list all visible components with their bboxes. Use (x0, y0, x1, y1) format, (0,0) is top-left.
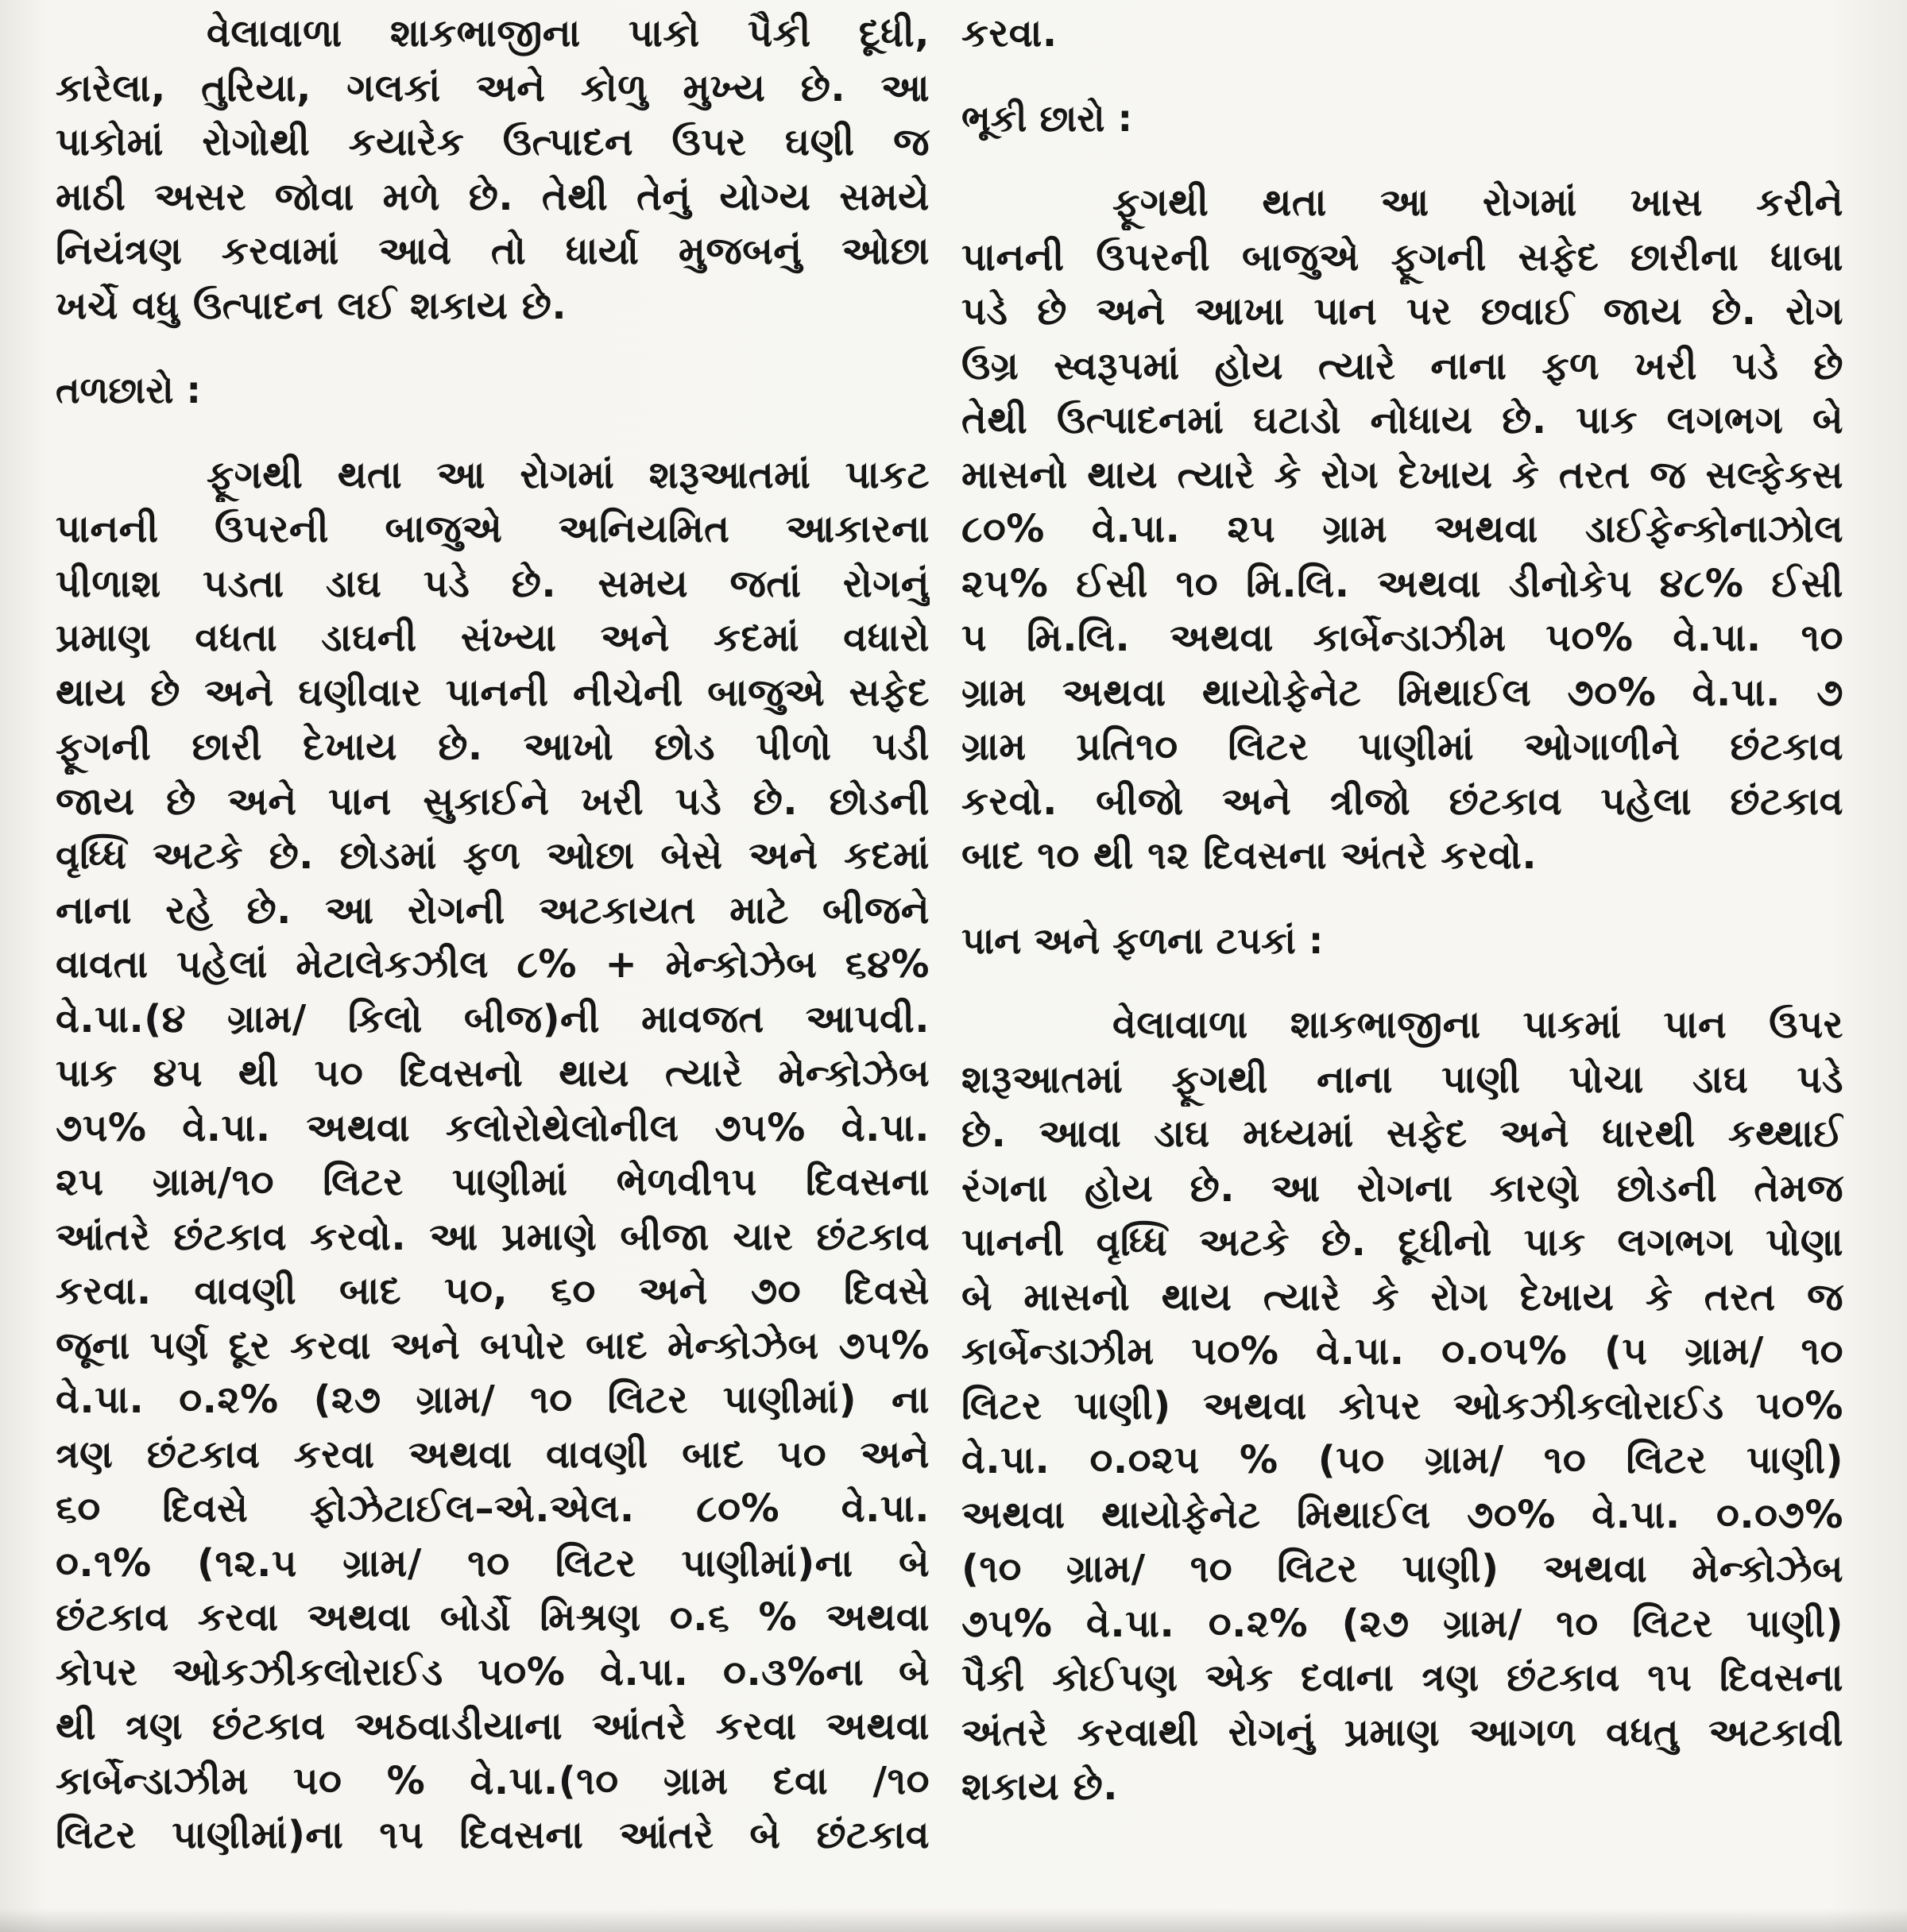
body-line: વે.પા.(૪ ગ્રામ/ કિલો બીજ)ની માવજત આપવી. (56, 996, 930, 1041)
body-line: ૫ મિ.લિ. અથવા કાર્બેન્ડાઝીમ ૫૦% વે.પા. ૧૦ (961, 616, 1843, 660)
body-line: ૭૫% વે.પા. અથવા કલોરોથેલોનીલ ૭૫% વે.પા. (56, 1105, 930, 1150)
body-line: કરવા. વાવણી બાદ ૫૦, ૬૦ અને ૭૦ દિવસે (56, 1269, 930, 1313)
body-line: ફૂગની છારી દેખાય છે. આખો છોડ પીળો પડી (56, 724, 930, 769)
body-line: ફૂગથી થતા આ રોગમાં ખાસ કરીને (1112, 180, 1843, 225)
body-line: પાનની ઉપરની બાજુએ ફૂગની સફેદ છારીના ધાબા (961, 234, 1843, 280)
body-line: પાક ૪૫ થી ૫૦ દિવસનો થાય ત્યારે મેન્કોઝેબ (56, 1051, 930, 1095)
body-line: શરૂઆતમાં ફૂગથી નાના પાણી પોચા ડાઘ પડે (961, 1057, 1843, 1102)
column-divider (938, 0, 939, 1932)
left-column (56, 6, 930, 1863)
body-line: ઉગ્ર સ્વરૂપમાં હોય ત્યારે નાના ફળ ખરી પડે છે (961, 343, 1843, 388)
body-line: છંટકાવ કરવા અથવા બોર્ડો મિશ્રણ ૦.૬ % અથવા (56, 1595, 930, 1640)
section-heading-pan-ane-phal-na-tapkan: પાન અને ફળના ટપકાં : (961, 918, 1324, 962)
body-line: પાનની વૃધ્ધિ અટકે છે. દૂધીનો પાક લગભગ પોણા (961, 1220, 1843, 1265)
body-line: માસનો થાય ત્યારે કે રોગ દેખાય કે તરત જ સલ્ફેકસ (961, 452, 1843, 497)
body-line: ૬૦ દિવસે ફોઝેટાઈલ–એ.એલ. ૮૦% વે.પા. (56, 1486, 930, 1531)
body-line: વે.પા. ૦.૨% (૨૭ ગ્રામ/ ૧૦ લિટર પાણીમાં) ના (56, 1378, 930, 1422)
body-line: ગ્રામ અથવા થાયોફેનેટ મિથાઈલ ૭૦% વે.પા. ૭ (961, 670, 1843, 715)
intro-line: પાકોમાં રોગોથી કયારેક ઉત્પાદન ઉપર ઘણી જ (56, 120, 930, 164)
body-line: ૨૫% ઈસી ૧૦ મિ.લિ. અથવા ડીનોકેપ ૪૮% ઈસી (961, 561, 1843, 606)
body-line: પીળાશ પડતા ડાઘ પડે છે. સમય જતાં રોગનું (56, 561, 930, 606)
body-line: પ્રમાણ વધતા ડાઘની સંખ્યા અને કદમાં વધારો (56, 616, 930, 660)
body-line: આંતરે છંટકાવ કરવો. આ પ્રમાણે બીજા ચાર છંટકાવ (56, 1214, 930, 1259)
body-line: વેલાવાળા શાકભાજીના પાકમાં પાન ઉપર (1112, 1003, 1843, 1047)
body-line: કાર્બેન્ડાઝીમ ૫૦% વે.પા. ૦.૦૫% (૫ ગ્રામ/ ૧૦ (961, 1329, 1843, 1374)
body-line: (૧૦ ગ્રામ/ ૧૦ લિટર પાણી) અથવા મેન્કોઝેબ (961, 1547, 1843, 1591)
body-line: ૭૫% વે.પા. ૦.૨% (૨૭ ગ્રામ/ ૧૦ લિટર પાણી) (961, 1601, 1843, 1646)
body-line: વાવતા પહેલાં મેટાલેકઝીલ ૮% + મેન્કોઝેબ ૬૪% (56, 942, 930, 987)
body-line: નાના રહે છે. આ રોગની અટકાયત માટે બીજને (56, 887, 930, 933)
body-line: થાય છે અને ઘણીવાર પાનની નીચેની બાજુએ સફેદ (56, 670, 930, 715)
body-line: છે. આવા ડાઘ મધ્યમાં સફેદ અને ધારથી કથ્થાઈ (961, 1111, 1843, 1156)
body-line: રંગના હોય છે. આ રોગના કારણે છોડની તેમજ (961, 1165, 1843, 1211)
section-heading-talchharo: તળછારો : (56, 369, 201, 412)
body-line: પૈકી કોઈપણ એક દવાના ત્રણ છંટકાવ ૧૫ દિવસના (961, 1656, 1843, 1700)
body-line: લિટર પાણીમાં)ના ૧૫ દિવસના આંતરે બે છંટકાવ (56, 1813, 930, 1857)
intro-line: ખર્ચે વધુ ઉત્પાદન લઈ શકાય છે. (56, 283, 567, 328)
right-column (961, 6, 1843, 1814)
intro-line: નિયંત્રણ કરવામાં આવે તો ધાર્યા મુજબનું ઓછા (56, 229, 930, 273)
body-line: જૂના પર્ણ દૂર કરવા અને બપોર બાદ મેન્કોઝેબ ૭૫% (56, 1323, 930, 1368)
body-line: પાનની ઉપરની બાજુએ અનિયમિત આકારના (56, 507, 930, 551)
body-line: થી ત્રણ છંટકાવ અઠવાડીયાના આંતરે કરવા અથવા (56, 1704, 930, 1748)
body-line: તેથી ઉત્પાદનમાં ઘટાડો નોધાય છે. પાક લગભગ બે (961, 398, 1843, 442)
intro-line: વેલાવાળા શાકભાજીના પાકો પૈકી દૂધી, (207, 11, 930, 56)
body-line: કરવો. બીજો અને ત્રીજો છંટકાવ પહેલા છંટકાવ (961, 779, 1843, 824)
body-line: કોપર ઓકઝીકલોરાઈડ ૫૦% વે.પા. ૦.૩%ના બે (56, 1649, 930, 1694)
body-line: અથવા થાયોફેનેટ મિથાઈલ ૭૦% વે.પા. ૦.૦૭% (961, 1492, 1843, 1537)
body-line: શકાય છે. (961, 1764, 1119, 1809)
body-line: જાય છે અને પાન સુકાઈને ખરી પડે છે. છોડની (56, 779, 930, 824)
body-line: વૃધ્ધિ અટકે છે. છોડમાં ફળ ઓછા બેસે અને કદમાં (56, 833, 930, 878)
body-line: ફૂગથી થતા આ રોગમાં શરૂઆતમાં પાકટ (207, 452, 930, 497)
body-line: ૮૦% વે.પા. ૨૫ ગ્રામ અથવા ડાઈફેન્કોનાઝોલ (961, 507, 1843, 551)
body-line: બે માસનો થાય ત્યારે કે રોગ દેખાય કે તરત જ (961, 1274, 1843, 1320)
continuation-line: કરવા. (961, 11, 1058, 56)
body-line: ત્રણ છંટકાવ કરવા અથવા વાવણી બાદ ૫૦ અને (56, 1432, 930, 1477)
body-line: ૦.૧% (૧૨.૫ ગ્રામ/ ૧૦ લિટર પાણીમાં)ના બે (56, 1540, 930, 1586)
body-line: કાર્બેન્ડાઝીમ ૫૦ % વે.પા.(૧૦ ગ્રામ દવા /૧૦ (56, 1758, 930, 1803)
body-line: ગ્રામ પ્રતિ૧૦ લિટર પાણીમાં ઓગાળીને છંટકાવ (961, 724, 1843, 769)
body-line: લિટર પાણી) અથવા કોપર ઓકઝીકલોરાઈડ ૫૦% (961, 1383, 1843, 1428)
body-line: અંતરે કરવાથી રોગનું પ્રમાણ આગળ વધતુ અટકાવી (961, 1710, 1843, 1755)
intro-line: માઠી અસર જોવા મળે છે. તેથી તેનું યોગ્ય સમયે (56, 174, 930, 219)
body-line: વે.પા. ૦.૦૨૫ % (૫૦ ગ્રામ/ ૧૦ લિટર પાણી) (961, 1438, 1843, 1482)
body-line: પડે છે અને આખા પાન પર છવાઈ જાય છે. રોગ (961, 289, 1843, 334)
body-line: બાદ ૧૦ થી ૧૨ દિવસના અંતરે કરવો. (961, 833, 1538, 878)
section-heading-bhuki-chharo: ભૂકી છારો : (961, 96, 1132, 140)
page-bottom-shadow (0, 1908, 1907, 1932)
body-line: ૨૫ ગ્રામ/૧૦ લિટર પાણીમાં ભેળવી૧૫ દિવસના (56, 1160, 930, 1204)
intro-line: કારેલા, તુરિયા, ગલકાં અને કોળુ મુખ્ય છે. આ (56, 65, 930, 110)
